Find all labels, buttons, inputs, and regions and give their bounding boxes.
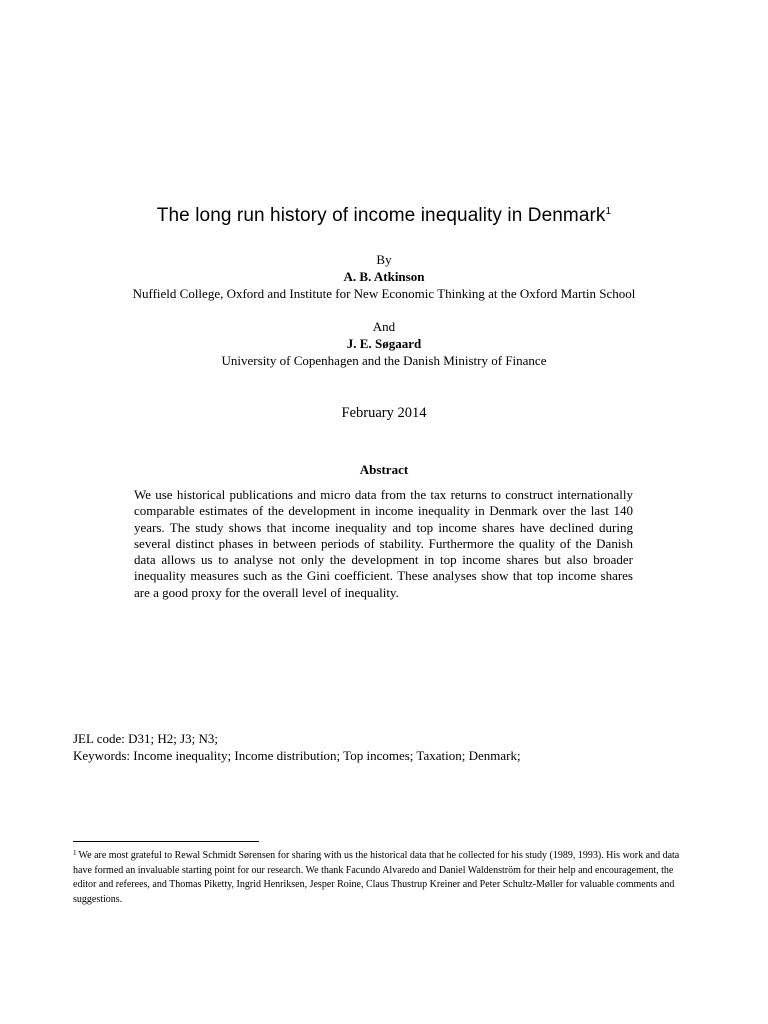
author-1-name: A. B. Atkinson — [343, 269, 425, 284]
abstract-text: We use historical publications and micro data from the tax returns to construct internationally comparable estimates of the development in income inequality in Denmark over the last 140 years. The study shows that income inequality and top income shares have declined during several distinct phases in between periods of stability. Furthermore the quality of the Danish data allows us to analyse not only the development in top income shares but also broader inequality measures such as the Gini coefficient. These analyses show that top income shares are a good proxy for the overall level of inequality. — [134, 487, 633, 600]
by-label: By — [376, 252, 392, 267]
abstract-heading: Abstract — [359, 462, 409, 477]
footnote-separator — [73, 841, 259, 842]
and-label: And — [372, 319, 396, 334]
jel-codes: JEL code: D31; H2; J3; N3; — [73, 731, 219, 746]
author-2-name: J. E. Søgaard — [346, 336, 422, 351]
title-footnote-mark: 1 — [605, 206, 612, 217]
author-2-affiliation: University of Copenhagen and the Danish Ministry of Finance — [221, 353, 547, 368]
paper-title — [0, 204, 768, 228]
author-1-affiliation: Nuffield College, Oxford and Institute for New Economic Thinking at the Oxford Martin School — [132, 286, 636, 301]
footnote — [73, 849, 699, 907]
paper-title-text: The long run history of income inequality in Denmark — [156, 205, 606, 226]
footnote-mark: 1 — [73, 849, 77, 857]
paper-date: February 2014 — [341, 405, 427, 421]
footnote-text: We are most grateful to Rewal Schmidt Sørensen for sharing with us the historical data that he collected for his study (1989, 1993). His work and data have formed an invaluable starting point for our research. We thank Facundo Alvaredo and Daniel Waldenström for their help and encouragement, the editor and referees, and Thomas Piketty, Ingrid Henriksen, Jesper Roine, Claus Thustrup Kreiner and Peter Schultz-Møller for valuable comments and suggestions. — [73, 850, 680, 905]
keywords: Keywords: Income inequality; Income distribution; Top incomes; Taxation; Denmark; — [73, 748, 521, 763]
